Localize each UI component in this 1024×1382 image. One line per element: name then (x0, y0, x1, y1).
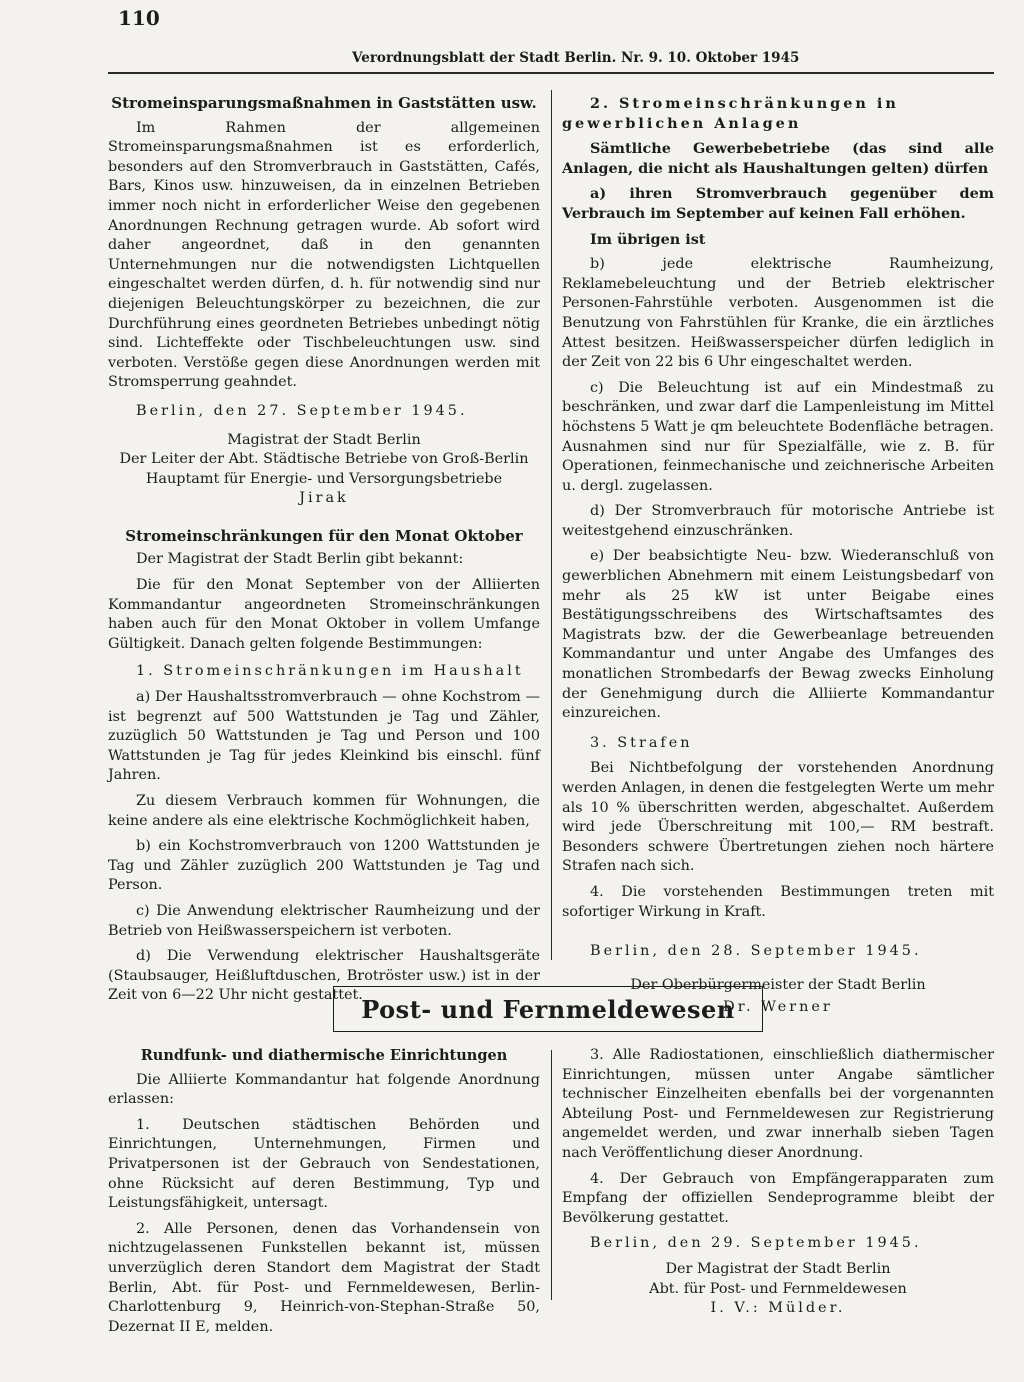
running-title: Verordnungsblatt der Stadt Berlin. Nr. 9. 10. Oktober 1945 (352, 50, 800, 66)
header-rule (108, 72, 994, 74)
signature-name: Dr. Werner (723, 999, 833, 1016)
section-title: Rundfunk- und diathermische Einrichtungen (140, 1047, 508, 1064)
lower-left-column (108, 1046, 540, 1337)
paragraph: Bei Nichtbefolgung der vorstehenden Anordnung werden Anlagen, in denen die festgelegten Werte um mehr als 10 % überschritten werden, abgeschaltet. Außerdem wird jede Überschreitung mit 100,— RM bestraft. Besonders schwere Übertretungen ziehen noch härtere Strafen nach sich. (562, 760, 994, 875)
date-line: Berlin, den 27. September 1945. (136, 402, 468, 419)
paragraph: d) Der Stromverbrauch für motorische Antriebe ist weitestgehend einzuschränken. (562, 503, 994, 539)
paragraph: Die Alliierte Kommandantur hat folgende Anordnung erlassen: (108, 1071, 540, 1108)
left-column (108, 94, 540, 1006)
paragraph: d) Die Verwendung elektrischer Haushaltsgeräte (Staubsauger, Heißluftduschen, Brotröster usw.) ist in der Zeit von 6—22 Uhr nicht gestattet. (108, 948, 540, 1004)
date-line: Berlin, den 28. September 1945. (590, 943, 922, 960)
paragraph: Der Magistrat der Stadt Berlin gibt bekannt: (136, 551, 464, 568)
section-title: Stromeinsparungsmaßnahmen in Gaststätten usw. (111, 94, 537, 112)
paragraph: Die für den Monat September von der Alliierten Kommandantur angeordneten Stromeinschränkungen haben auch für den Monat Oktober in vollem Umfange Gültigkeit. Danach gelten folgende Bestimmungen: (108, 577, 540, 652)
column-divider (551, 1050, 552, 1300)
section-banner (333, 986, 763, 1032)
paragraph: a) ihren Stromverbrauch gegenüber dem Verbrauch im September auf keinen Fall erhöhen. (562, 185, 994, 222)
column-divider (551, 90, 552, 960)
signature-line: Der Magistrat der Stadt Berlin (665, 1260, 891, 1277)
paragraph: c) Die Beleuchtung ist auf ein Mindestmaß zu beschränken, und zwar darf die Lampenleistung im Mittel höchstens 5 Watt je qm beleuchtete Bodenfläche betragen. Ausnahmen sind nur für Spezialfälle, wie z. B. für Operationen, feinmechanische und zeichnerische Arbeiten u. dergl. zugelassen. (562, 379, 994, 494)
paragraph: 3. Alle Radiostationen, einschließlich diathermischer Einrichtungen, müssen unter Angabe sämtlicher technischer Einzelheiten ebenfalls bei der vorgenannten Abteilung Post- und Fernmeldewesen zur Registrierung angemeldet werden, und zwar innerhalb sieben Tagen nach Veröffentlichung dieser Anordnung. (562, 1047, 994, 1161)
subsection-title: 2. Stromeinschränkungen in gewerblichen Anlagen (562, 95, 899, 132)
paragraph: Zu diesem Verbrauch kommen für Wohnungen, die keine andere als eine elektrische Kochmöglichkeit haben, (108, 793, 540, 829)
paragraph: e) Der beabsichtigte Neu- bzw. Wiederanschluß von gewerblichen Abnehmern mit einem Leistungsbedarf von mehr als 25 kW ist unter Beigabe eines Bestätigungsschreibens des Wirtschaftsamtes des Magistrats bzw. der die Gewerbeanlage betreuenden Kommandantur und unter Angabe des Umfanges des monatlichen Strombedarfs der Bewag zwecks Einholung der Genehmigung durch die Alliierte Kommandantur einzureichen. (562, 548, 994, 722)
paragraph: 4. Der Gebrauch von Empfängerapparaten zum Empfang der offiziellen Sendeprogramme bleibt der Bevölkerung gestattet. (562, 1170, 994, 1226)
paragraph: 2. Alle Personen, denen das Vorhandensein von nichtzugelassenen Funkstellen bekannt ist, müssen unverzüglich deren Standort dem Magistrat der Stadt Berlin, Abt. für Post- und Fernmeldewesen, Berlin-Charlottenburg 9, Heinrich-von-Stephan-Straße 50, Dezernat II E, melden. (108, 1220, 540, 1335)
lower-right-column (562, 1046, 994, 1319)
signature-line: Der Leiter der Abt. Städtische Betriebe von Groß-Berlin (119, 451, 529, 468)
paragraph: Im übrigen ist (590, 230, 706, 248)
signature-name: I. V.: Mülder. (710, 1300, 846, 1317)
signature-name: Jirak (299, 490, 349, 507)
paragraph: a) Der Haushaltsstromverbrauch — ohne Kochstrom — ist begrenzt auf 500 Wattstunden je Tag und Zähler, zuzüglich 50 Wattstunden je Tag und Person und 100 Wattstunden je Tag für jedes Kleinkind bis einschl. fünf Jahren. (108, 689, 540, 784)
paragraph: 4. Die vorstehenden Bestimmungen treten mit sofortiger Wirkung in Kraft. (562, 883, 994, 920)
section-title: Stromeinschränkungen für den Monat Oktober (125, 526, 523, 545)
signature-line: Hauptamt für Energie- und Versorgungsbetriebe (145, 470, 503, 487)
paragraph: Sämtliche Gewerbebetriebe (das sind alle Anlagen, die nicht als Haushaltungen gelten) dürfen (562, 140, 994, 177)
subsection-title: 3. Strafen (590, 734, 693, 751)
signature-line: Magistrat der Stadt Berlin (227, 431, 421, 448)
paragraph: b) ein Kochstromverbrauch von 1200 Wattstunden je Tag und Zähler zuzüglich 200 Wattstunden je Tag und Person. (108, 838, 540, 894)
signature-line: Der Oberbürgermeister der Stadt Berlin (630, 976, 926, 993)
paragraph: b) jede elektrische Raumheizung, Reklamebeleuchtung und der Betrieb elektrischer Personen-Fahrstühle verboten. Ausgenommen ist die Benutzung von Fahrstühlen für Kranke, die ein ärztliches Attest besitzen. Heißwasserspeicher dürfen lediglich in der Zeit von 22 bis 6 Uhr eingeschaltet werden. (562, 256, 994, 371)
right-column (562, 94, 994, 1018)
paragraph: c) Die Anwendung elektrischer Raumheizung und der Betrieb von Heißwasserspeichern ist verboten. (108, 902, 540, 939)
paragraph: Im Rahmen der allgemeinen Stromeinsparungsmaßnahmen ist es erforderlich, besonders auf den Stromverbrauch in Gaststätten, Cafés, Bars, Kinos usw. hinzuweisen, da in einzelnen Betrieben immer noch nicht in erforderlicher Weise den gegebenen Anordnungen Rechnung getragen wurde. Ab sofort wird daher angeordnet, daß in den genannten Unternehmungen nur die notwendigsten Lichtquellen eingeschaltet werden dürfen, d. h. für notwendig sind nur diejenigen Beleuchtungskörper zu bezeichnen, die zur Durchführung eines geordneten Betriebes unbedingt nötig sind. Lichteffekte oder Tischbeleuchtungen usw. sind verboten. Verstöße gegen diese Anordnungen werden mit Stromsperrung geahndet. (108, 119, 540, 391)
date-line: Berlin, den 29. September 1945. (590, 1235, 922, 1252)
signature-line: Abt. für Post- und Fernmeldewesen (649, 1280, 907, 1297)
paragraph: 1. Deutschen städtischen Behörden und Einrichtungen, Unternehmungen, Firmen und Privatpersonen ist der Gebrauch von Sendestationen, ohne Rücksicht auf deren Bestimmung, Typ und Leistungsfähigkeit, untersagt. (108, 1116, 540, 1212)
section-banner-title: Post- und Fernmeldewesen (361, 994, 735, 1024)
page-number: 110 (118, 6, 160, 30)
subsection-title: 1. Stromeinschränkungen im Haushalt (136, 663, 524, 680)
